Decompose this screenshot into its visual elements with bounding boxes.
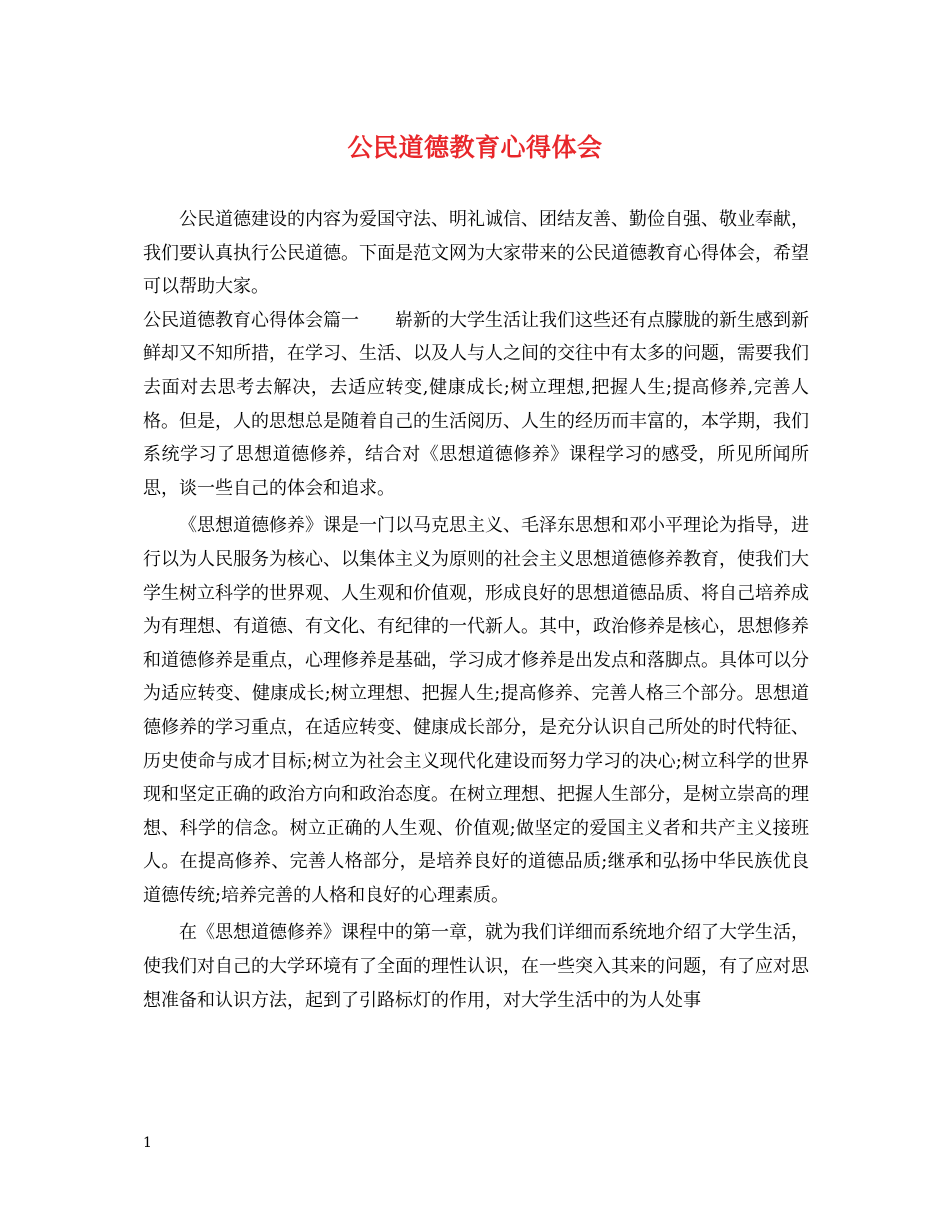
paragraph-course-overview: 《思想道德修养》课是一门以马克思主义、毛泽东思想和邓小平理论为指导，进行以为人民服务为核心、以集体主义为原则的社会主义思想道德修养教育，使我们大学生树立科学的世界观、人生观和价值观，形成良好的思想道德品质、将自己培养成为有理想、有道德、有文化、有纪律的一代新人。其中，政治修养是核心，思想修养和道德修养是重点，心理修养是基础，学习成才修养是出发点和落脚点。具体可以分为适应转变、健康成长;树立理想、把握人生;提高修养、完善人格三个部分。思想道德修养的学习重点，在适应转变、健康成长部分，是充分认识自己所处的时代特征、历史使命与成才目标;树立为社会主义现代化建设而努力学习的决心;树立科学的世界现和坚定正确的政治方向和政治态度。在树立理想、把握人生部分，是树立崇高的理想、科学的信念。树立正确的人生观、价值观;做坚定的爱国主义者和共产主义接班人。在提高修养、完善人格部分，是培养良好的道德品质;继承和弘扬中华民族优良道德传统;培养完善的人格和良好的心理素质。	[143, 515, 809, 906]
paragraph-section-one: 公民道德教育心得体会篇一 崭新的大学生活让我们这些还有点朦胧的新生感到新鲜却又不知所措，在学习、生活、以及人与人之间的交往中有太多的问题，需要我们去面对去思考去解决，去适应转变,健康成长;树立理想,把握人生;提高修养,完善人格。但是，人的思想总是随着自己的生活阅历、人生的经历而丰富的，本学期，我们系统学习了思想道德修养，结合对《思想道德修养》课程学习的感受，所见所闻所思，谈一些自己的体会和追求。	[143, 309, 809, 499]
paragraph-intro: 公民道德建设的内容为爱国守法、明礼诚信、团结友善、勤俭自强、敬业奉献，我们要认真执行公民道德。下面是范文网为大家带来的公民道德教育心得体会，希望可以帮助大家。	[143, 209, 809, 298]
document-body	[143, 203, 809, 1017]
paragraph-chapter-one: 在《思想道德修养》课程中的第一章，就为我们详细而系统地介绍了大学生活，使我们对自己的大学环境有了全面的理性认识，在一些突入其来的问题，有了应对思想准备和认识方法，起到了引路标灯的作用，对大学生活中的为人处事	[143, 922, 809, 1011]
page-number: 1	[143, 1135, 152, 1151]
document-title: 公民道德教育心得体会	[347, 133, 603, 162]
